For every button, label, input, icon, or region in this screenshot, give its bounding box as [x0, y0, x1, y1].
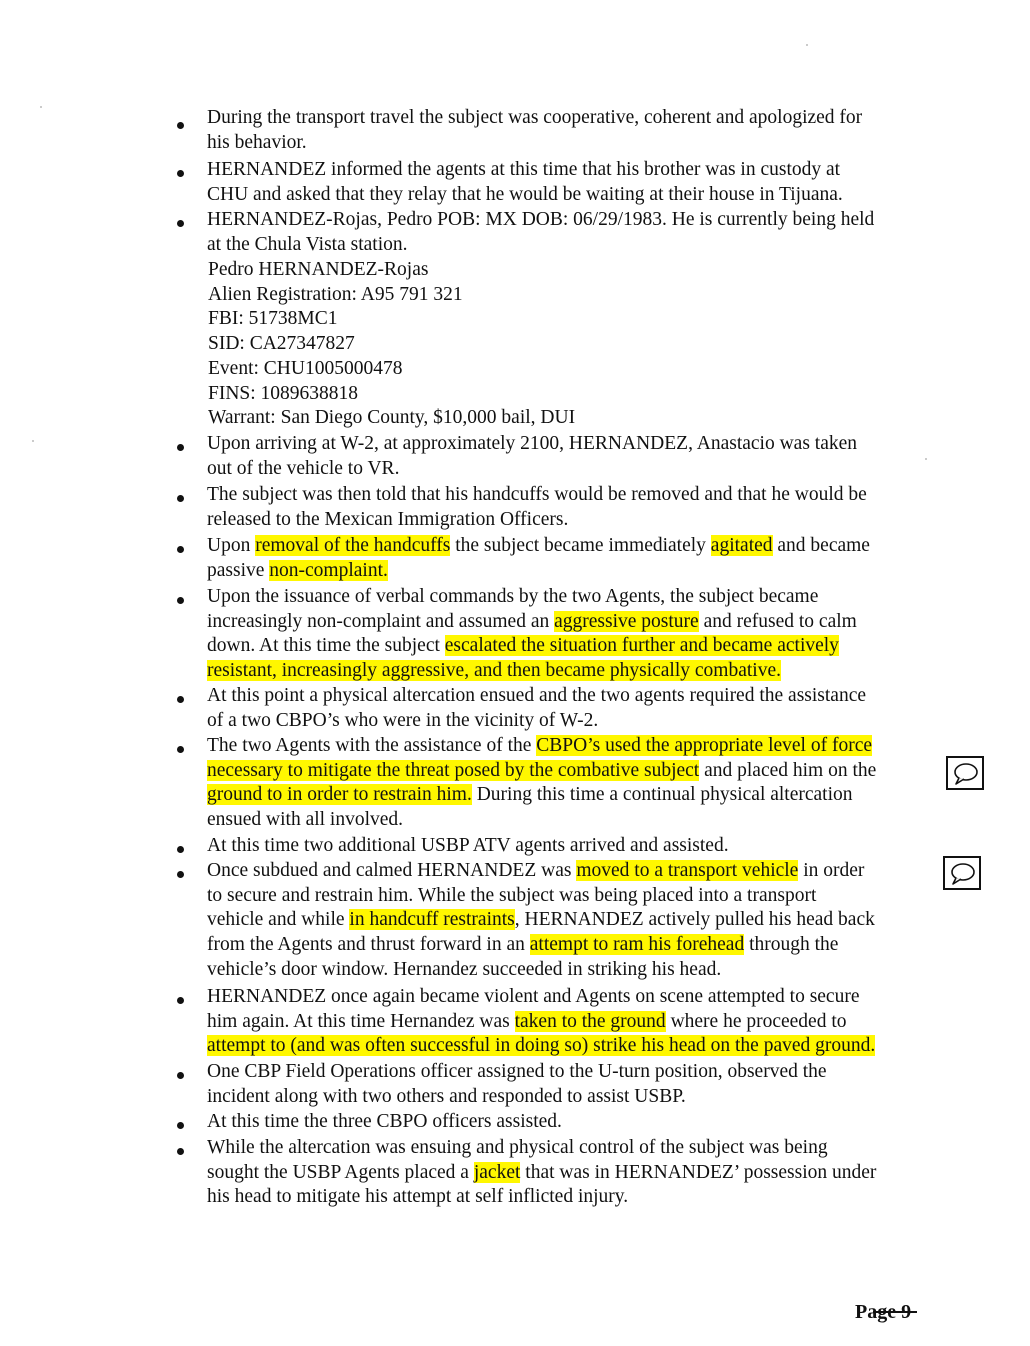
detail-fbi: FBI: 51738MC1 — [208, 308, 338, 330]
text-segment: to secure and restrain him. While the subject was being placed into a transport — [207, 884, 817, 906]
text-segment: where he proceeded to — [665, 1010, 847, 1032]
bullet-icon — [177, 1148, 184, 1155]
highlighted-text: ground to in order to restrain him. — [207, 784, 472, 806]
text-segment: and refused to calm — [698, 610, 857, 632]
text-segment: incident along with two others and responded to assist USBP. — [207, 1085, 686, 1107]
text-segment: ensued with all involved. — [207, 809, 404, 831]
text-segment: out of the vehicle to VR. — [207, 457, 400, 479]
text-segment: passive — [207, 559, 270, 581]
bullet-icon — [177, 846, 184, 853]
text-line — [207, 985, 942, 1010]
text-line — [207, 908, 942, 933]
highlighted-text: taken to the ground — [514, 1010, 666, 1032]
scan-speck — [925, 458, 927, 460]
text-line — [207, 610, 942, 635]
bullet-text — [207, 734, 942, 833]
text-segment: released to the Mexican Immigration Officers. — [207, 508, 569, 530]
bullet-text — [207, 432, 942, 481]
detail-warrant: Warrant: San Diego County, $10,000 bail, DUI — [208, 407, 576, 429]
page-underline — [873, 1311, 917, 1313]
text-line: CHU and asked that they relay that he would be waiting at their house in Tijuana. — [207, 183, 843, 205]
bullet-text — [207, 684, 942, 733]
highlighted-text: CBPO’s used the appropriate level of force — [536, 735, 873, 756]
detail-sid: SID: CA27347827 — [208, 333, 355, 355]
text-line — [207, 709, 942, 734]
text-segment: HERNANDEZ once again became violent and Agents on scene attempted to secure — [207, 986, 860, 1007]
highlighted-text: resistant, increasingly aggressive, and then became physically combative. — [207, 660, 781, 682]
bullet-icon — [177, 1122, 184, 1129]
text-segment: At this time two additional USBP ATV agents arrived and assisted. — [207, 835, 729, 856]
highlighted-text: jacket — [473, 1161, 521, 1183]
bullet-icon — [177, 746, 184, 753]
page-number — [855, 1300, 911, 1324]
bullet-icon — [177, 597, 184, 604]
scan-speck — [40, 106, 42, 108]
text-line — [207, 808, 942, 833]
text-segment: increasingly non-complaint and assumed an — [207, 610, 555, 632]
highlighted-text: non-complaint. — [269, 559, 388, 581]
text-segment: The two Agents with the assistance of the — [207, 735, 537, 756]
text-line — [207, 1010, 942, 1035]
text-line — [207, 457, 942, 482]
bullet-icon — [177, 495, 184, 502]
bullet-text — [207, 483, 942, 532]
text-segment: him again. At this time Hernandez was — [207, 1010, 515, 1032]
text-line — [207, 1161, 942, 1186]
text-segment: The subject was then told that his handcuffs would be removed and that he would be — [207, 484, 867, 505]
text-line: During the transport travel the subject was cooperative, coherent and apologized for — [207, 107, 863, 128]
text-line — [207, 432, 942, 457]
speech-bubble-icon — [953, 762, 979, 786]
detail-event: Event: CHU1005000478 — [208, 357, 403, 379]
text-segment: through the — [744, 934, 839, 956]
text-segment: While the altercation was ensuing and physical control of the subject was being — [207, 1137, 828, 1158]
text-line — [207, 933, 942, 958]
scan-speck — [32, 440, 34, 442]
text-line: HERNANDEZ informed the agents at this time that his brother was in custody at — [207, 159, 841, 180]
bullet-text — [207, 534, 942, 583]
bullet-icon — [177, 696, 184, 703]
highlighted-text: escalated the situation further and became actively — [444, 635, 839, 657]
text-segment: Upon the issuance of verbal commands by the two Agents, the subject became — [207, 586, 819, 607]
text-line: at the Chula Vista station. — [207, 233, 408, 255]
detail-name: Pedro HERNANDEZ-Rojas — [208, 259, 429, 280]
text-line — [207, 684, 942, 709]
text-line — [207, 859, 942, 884]
text-line — [207, 508, 942, 533]
text-line — [207, 483, 942, 508]
text-segment: in order — [798, 860, 865, 881]
text-line — [207, 534, 942, 559]
text-line — [207, 1185, 942, 1210]
bullet-icon — [177, 871, 184, 878]
text-line — [207, 759, 942, 784]
text-segment: At this time the three CBPO officers assisted. — [207, 1111, 562, 1132]
text-line: HERNANDEZ-Rojas, Pedro POB: MX DOB: 06/29/1983. He is currently being held — [207, 209, 875, 230]
bullet-text — [207, 859, 942, 982]
text-segment: One CBP Field Operations officer assigned to the U-turn position, observed the — [207, 1061, 827, 1082]
text-line — [207, 1060, 942, 1085]
scan-speck — [806, 44, 808, 46]
bullet-text — [207, 985, 942, 1059]
text-line — [207, 958, 942, 983]
bullet-icon — [177, 220, 184, 227]
highlighted-text: in handcuff restraints — [349, 909, 515, 931]
highlighted-text: aggressive posture — [554, 610, 699, 632]
detail-alien-registration: Alien Registration: A95 791 321 — [208, 283, 463, 305]
text-line — [207, 585, 942, 610]
text-line: his behavior. — [207, 131, 307, 153]
bullet-text — [207, 1136, 942, 1210]
text-segment: and became — [772, 535, 870, 556]
highlighted-text: attempt to ram his forehead — [529, 934, 745, 956]
bullet-text — [207, 1060, 942, 1109]
bullet-text — [207, 585, 942, 684]
text-segment: , HERNANDEZ actively pulled his head back — [514, 909, 875, 931]
text-line — [207, 1110, 942, 1135]
highlighted-text: moved to a transport vehicle — [576, 860, 799, 881]
text-line — [207, 659, 942, 684]
speech-bubble-icon — [950, 862, 976, 886]
text-segment: the subject became immediately — [450, 535, 711, 556]
text-line — [207, 634, 942, 659]
text-segment: At this point a physical altercation ensued and the two agents required the assistance — [207, 685, 867, 706]
text-segment: and placed him on the — [699, 759, 877, 781]
text-segment: down. At this time the subject — [207, 635, 445, 657]
text-line — [207, 834, 942, 859]
bullet-icon — [177, 546, 184, 553]
text-segment: Once subdued and calmed HERNANDEZ was — [207, 860, 577, 881]
page-number-value: 9 — [901, 1301, 912, 1323]
highlighted-text: agitated — [710, 535, 773, 556]
text-segment: his head to mitigate his attempt at self inflicted injury. — [207, 1186, 629, 1208]
text-line — [207, 783, 942, 808]
comment-icon[interactable] — [943, 856, 981, 890]
text-segment: sought the USBP Agents placed a — [207, 1161, 474, 1183]
detainee-details — [208, 258, 575, 431]
highlighted-text: necessary to mitigate the threat posed by the combative subject — [207, 759, 700, 781]
text-segment: Upon — [207, 535, 256, 556]
text-line — [207, 734, 942, 759]
text-segment: vehicle and while — [207, 909, 350, 931]
bullet-text — [207, 834, 942, 859]
text-segment: Upon arriving at W-2, at approximately 2100, HERNANDEZ, Anastacio was taken — [207, 433, 858, 454]
bullet-icon — [177, 170, 184, 177]
bullet-icon — [177, 1072, 184, 1079]
bullet-icon — [177, 997, 184, 1004]
bullet-text — [207, 1110, 942, 1135]
comment-icon[interactable] — [946, 756, 984, 790]
bullet-icon — [177, 122, 184, 129]
text-line — [207, 559, 942, 584]
text-line — [207, 1085, 942, 1110]
page-label: Page — [855, 1301, 897, 1323]
text-segment: vehicle’s door window. Hernandez succeeded in striking his head. — [207, 958, 722, 980]
text-segment: that was in HERNANDEZ’ possession under — [520, 1161, 877, 1183]
text-line — [207, 1136, 942, 1161]
bullet-text — [207, 208, 942, 257]
detail-fins: FINS: 1089638818 — [208, 382, 359, 404]
bullet-icon — [177, 444, 184, 451]
bullet-text — [207, 158, 942, 207]
bullet-text — [207, 106, 942, 155]
text-segment: of a two CBPO’s who were in the vicinity of W-2. — [207, 709, 599, 731]
text-line — [207, 884, 942, 909]
text-segment: from the Agents and thrust forward in an — [207, 934, 530, 956]
highlighted-text: removal of the handcuffs — [255, 535, 451, 556]
text-segment: During this time a continual physical altercation — [471, 784, 853, 806]
highlighted-text: attempt to (and was often successful in doing so) strike his head on the paved ground. — [207, 1035, 876, 1057]
text-line — [207, 1034, 942, 1059]
